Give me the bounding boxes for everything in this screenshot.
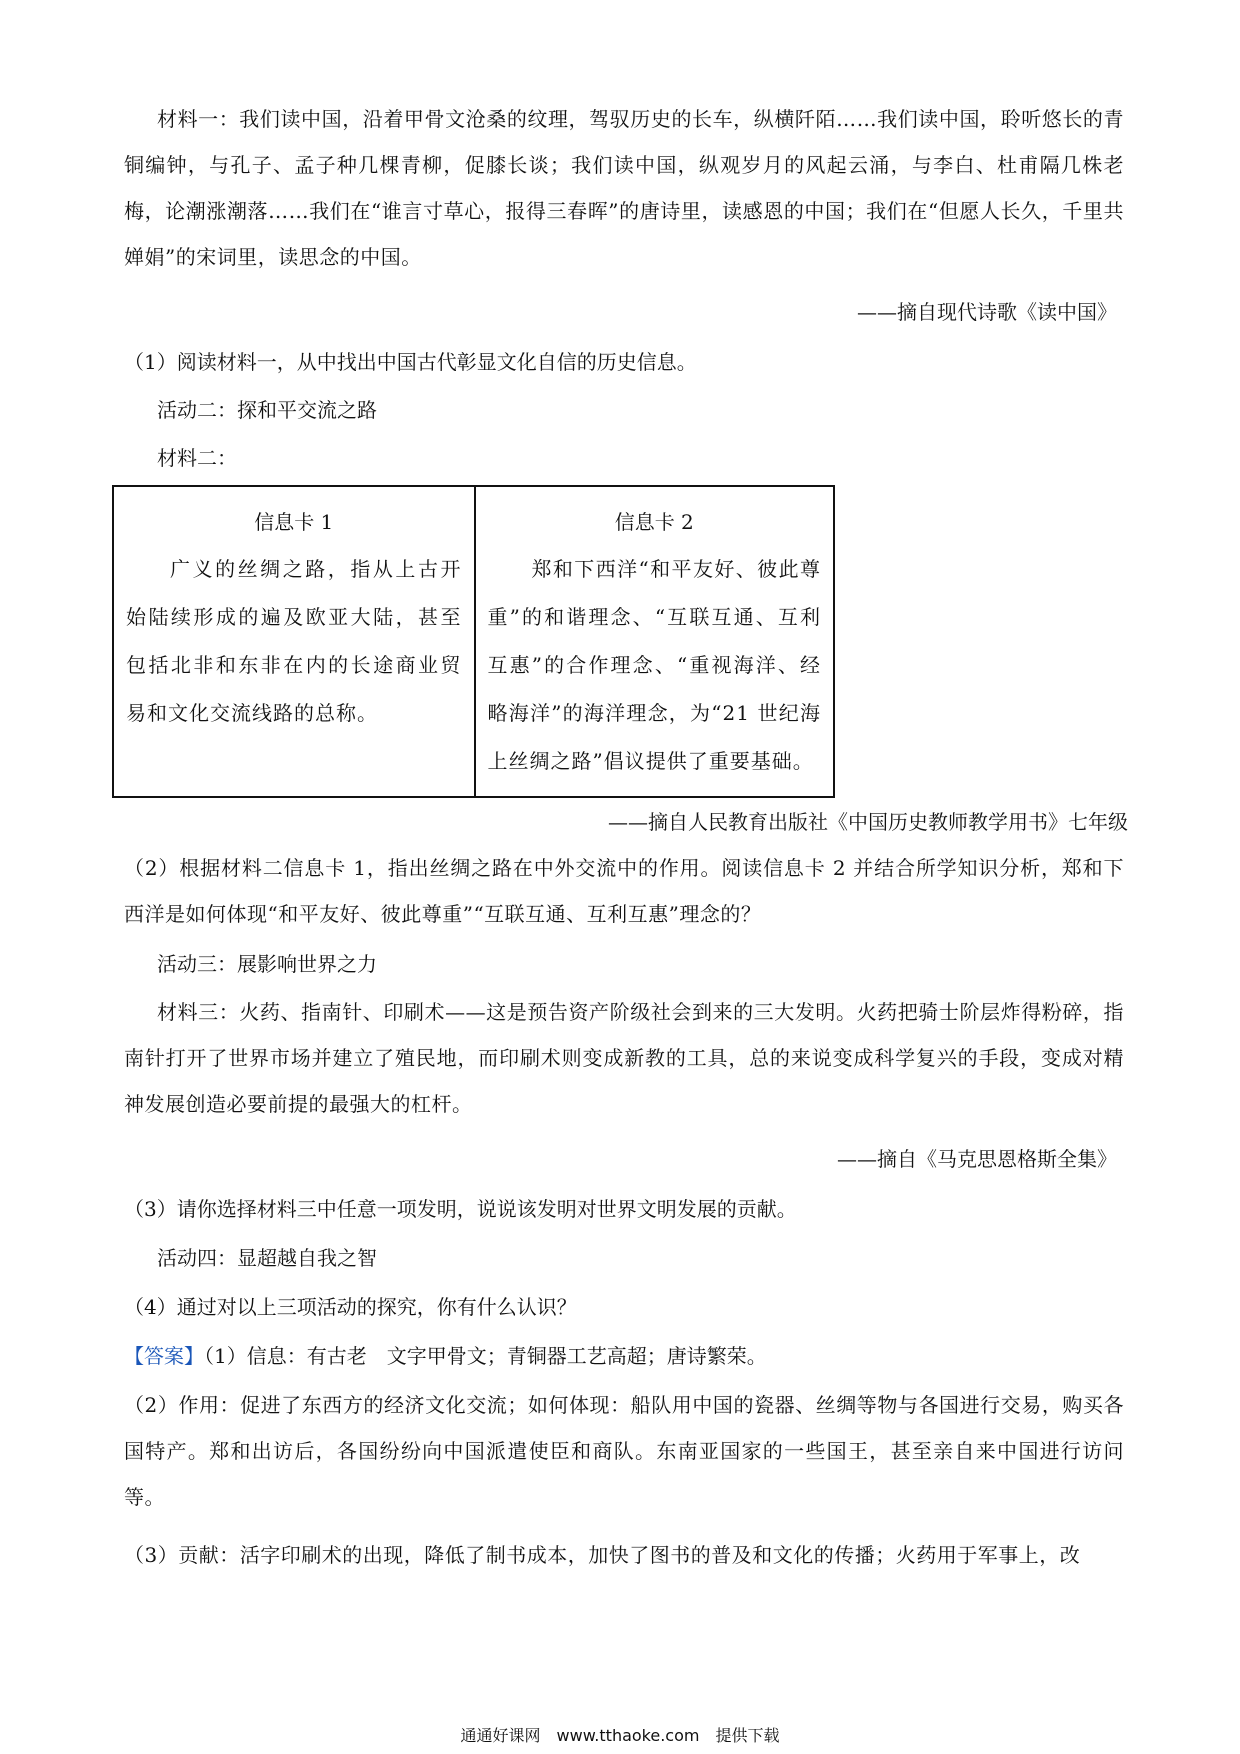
- info-card-2-title: 信息卡 2: [614, 510, 694, 534]
- question-4: （4）通过对以上三项活动的探究，你有什么认识？: [124, 1295, 577, 1319]
- material-1-text: 材料一：我们读中国，沿着甲骨文沧桑的纹理，驾驭历史的长车，纵横阡陌……我们读中国，聆听悠长的青铜编钟，与孔子、孟子种几棵青柳，促膝长谈；我们读中国，纵观岁月的风起云涌，与李白、杜甫隔几株老梅，论潮涨潮落……我们在“谁言寸草心，报得三春晖”的唐诗里，读感恩的中国；我们在“但愿人长久，千里共婵娟”的宋词里，读思念的中国。: [124, 107, 1124, 269]
- info-card-2-body: 郑和下西洋“和平友好、彼此尊重”的和谐理念、“互联互通、互利互惠”的合作理念、“重视海洋、经略海洋”的海洋理念，为“21 世纪海上丝绸之路”倡议提供了重要基础。: [487, 557, 821, 773]
- question-1: （1）阅读材料一，从中找出中国古代彰显文化自信的历史信息。: [124, 350, 697, 374]
- question-3: （3）请你选择材料三中任意一项发明，说说该发明对世界文明发展的贡献。: [124, 1197, 797, 1221]
- material-1-source: ——摘自现代诗歌《读中国》: [857, 300, 1117, 324]
- answer-1-line: [124, 1341, 767, 1371]
- info-card-2: [474, 487, 834, 796]
- info-card-1-body: 广义的丝绸之路，指从上古开始陆续形成的遍及欧亚大陆，甚至包括北非和东非在内的长途商业贸易和文化交流线路的总称。: [126, 557, 462, 725]
- material-3-text: 材料三：火药、指南针、印刷术——这是预告资产阶级社会到来的三大发明。火药把骑士阶层炸得粉碎，指南针打开了世界市场并建立了殖民地，而印刷术则变成新教的工具，总的来说变成科学复兴的手段，变成对精神发展创造必要前提的最强大的杠杆。: [124, 1000, 1124, 1116]
- material-2-source: ——摘自人民教育出版社《中国历史教师教学用书》七年级: [608, 810, 1128, 834]
- activity-3-heading: 活动三：展影响世界之力: [157, 952, 377, 976]
- question-2: （2）根据材料二信息卡 1，指出丝绸之路在中外交流中的作用。阅读信息卡 2 并结合所学知识分析，郑和下西洋是如何体现“和平友好、彼此尊重”“互联互通、互利互惠”理念的？: [124, 856, 1124, 926]
- page-footer: 通通好课网 www.tthaoke.com 提供下载: [460, 1726, 780, 1745]
- answer-3: （3）贡献：活字印刷术的出现，降低了制书成本，加快了图书的普及和文化的传播；火药用于军事上，改: [124, 1543, 1081, 1567]
- info-card-table: [112, 485, 835, 798]
- activity-4-heading: 活动四：显超越自我之智: [157, 1246, 377, 1270]
- info-card-1: [114, 487, 474, 796]
- material-3-source: ——摘自《马克思恩格斯全集》: [837, 1147, 1117, 1171]
- answer-tag: 【答案】: [124, 1344, 204, 1368]
- answer-1: （1）信息：有古老 文字甲骨文；青铜器工艺高超；唐诗繁荣。: [204, 1344, 767, 1368]
- answer-2: （2）作用：促进了东西方的经济文化交流；如何体现：船队用中国的瓷器、丝绸等物与各国进行交易，购买各国特产。郑和出访后，各国纷纷向中国派遣使臣和商队。东南亚国家的一些国王，甚至亲自来中国进行访问等。: [124, 1393, 1124, 1509]
- material-2-label: 材料二：: [157, 446, 237, 470]
- activity-2-heading: 活动二：探和平交流之路: [157, 398, 377, 422]
- info-card-1-title: 信息卡 1: [254, 510, 334, 534]
